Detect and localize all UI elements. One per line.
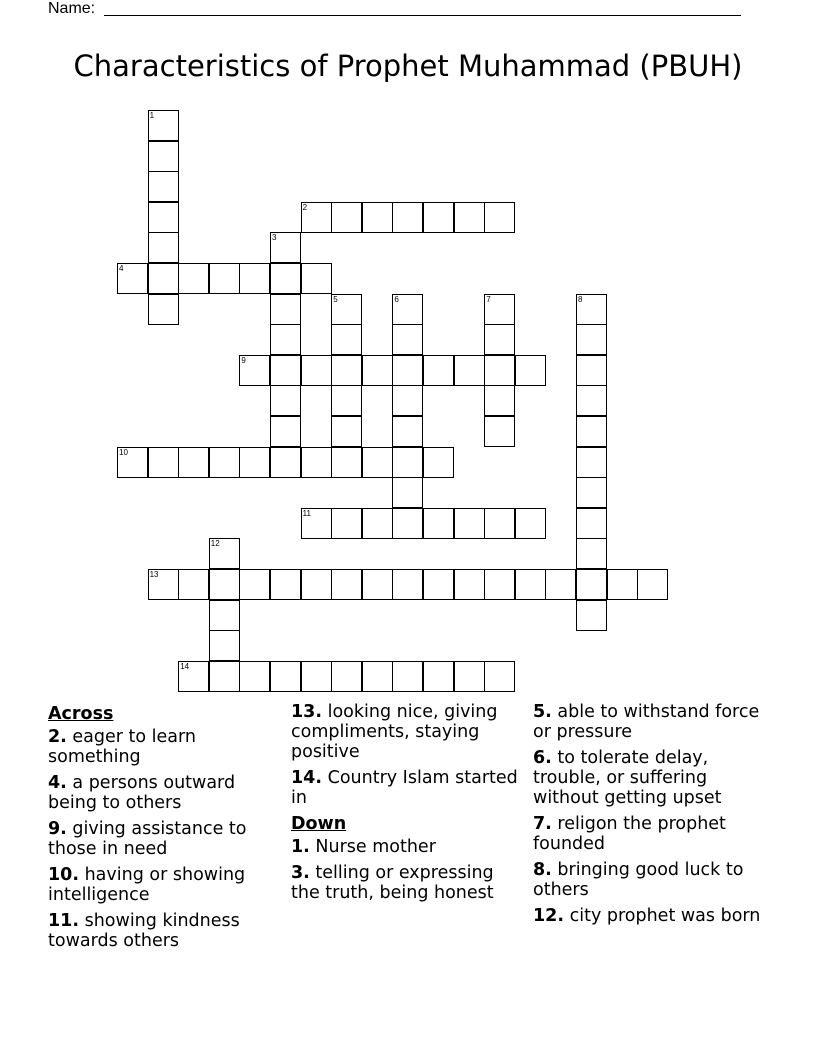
- grid-cell[interactable]: [301, 508, 332, 539]
- grid-cell[interactable]: [362, 447, 393, 478]
- cell-number: 3: [272, 233, 277, 243]
- clues-column-1: [48, 702, 278, 957]
- grid-cell[interactable]: [331, 508, 362, 539]
- grid-cell[interactable]: [392, 508, 423, 539]
- grid-cell[interactable]: [301, 202, 332, 233]
- grid-cell[interactable]: [454, 661, 485, 692]
- grid-cell[interactable]: [454, 508, 485, 539]
- grid-cell[interactable]: [423, 447, 454, 478]
- grid-cell[interactable]: [301, 263, 332, 294]
- grid-cell[interactable]: [148, 141, 179, 172]
- grid-cell[interactable]: [392, 447, 423, 478]
- grid-cell[interactable]: [484, 416, 515, 447]
- grid-cell[interactable]: [178, 447, 209, 478]
- grid-cell[interactable]: [392, 569, 423, 600]
- grid-cell[interactable]: [270, 416, 301, 447]
- cell-number: 7: [486, 294, 491, 304]
- grid-cell[interactable]: [148, 232, 179, 263]
- grid-cell[interactable]: [454, 569, 485, 600]
- grid-cell[interactable]: [392, 355, 423, 386]
- grid-cell[interactable]: [576, 355, 607, 386]
- grid-cell[interactable]: [331, 661, 362, 692]
- clue-text: religon the prophet founded: [533, 814, 726, 854]
- clue-text: city prophet was born: [569, 906, 761, 926]
- grid-cell[interactable]: [331, 385, 362, 416]
- grid-cell[interactable]: [515, 355, 546, 386]
- cell-number: 8: [578, 294, 583, 304]
- grid-cell[interactable]: [239, 355, 270, 386]
- grid-cell[interactable]: [362, 569, 393, 600]
- clue-text: a persons outward being to others: [48, 773, 236, 813]
- cell-number: 1: [149, 111, 155, 120]
- clue-number: 1.: [291, 837, 310, 857]
- clue-down-8: [533, 860, 763, 900]
- clue-text: showing kindness towards others: [48, 911, 240, 951]
- grid-cell[interactable]: [484, 324, 515, 355]
- grid-cell[interactable]: [576, 447, 607, 478]
- grid-cell[interactable]: [362, 508, 393, 539]
- grid-cell[interactable]: [576, 538, 607, 569]
- grid-cell[interactable]: [117, 447, 148, 478]
- clue-text: bringing good luck to others: [533, 860, 744, 900]
- grid-cell[interactable]: [515, 569, 546, 600]
- clue-across-4: [48, 773, 278, 813]
- grid-cell[interactable]: [178, 661, 209, 692]
- grid-cell[interactable]: [178, 263, 209, 294]
- clue-number: 11.: [48, 911, 80, 931]
- grid-cell[interactable]: [576, 385, 607, 416]
- clue-number: 10.: [48, 865, 80, 885]
- cell-number: 10: [119, 447, 128, 457]
- grid-cell[interactable]: [545, 569, 576, 600]
- cell-number: 13: [149, 570, 159, 579]
- grid-cell[interactable]: [423, 569, 454, 600]
- cell-number: 9: [241, 355, 246, 365]
- grid-cell[interactable]: [148, 171, 179, 202]
- grid-cell[interactable]: [392, 661, 423, 692]
- grid-cell[interactable]: [576, 508, 607, 539]
- grid-cell[interactable]: [209, 661, 240, 692]
- grid-cell[interactable]: [576, 600, 607, 631]
- grid-cell[interactable]: [209, 538, 240, 569]
- clue-number: 6.: [533, 748, 552, 768]
- clue-down-7: [533, 814, 763, 854]
- clue-across-9: [48, 819, 278, 859]
- grid-cell[interactable]: [576, 569, 607, 600]
- grid-cell[interactable]: [270, 232, 301, 263]
- cell-number: 6: [394, 294, 399, 304]
- grid-cell[interactable]: [148, 263, 179, 294]
- grid-cell[interactable]: [331, 324, 362, 355]
- grid-cell[interactable]: [270, 661, 301, 692]
- clue-down-5: [533, 702, 763, 742]
- grid-cell[interactable]: [239, 661, 270, 692]
- grid-cell[interactable]: [392, 202, 423, 233]
- grid-cell[interactable]: [484, 661, 515, 692]
- grid-cell[interactable]: [392, 477, 423, 508]
- grid-cell[interactable]: [209, 263, 240, 294]
- grid-cell[interactable]: [148, 447, 179, 478]
- grid-cell[interactable]: [484, 569, 515, 600]
- grid-cell[interactable]: [362, 661, 393, 692]
- grid-cell[interactable]: [484, 294, 515, 325]
- grid-cell[interactable]: [331, 294, 362, 325]
- clue-number: 12.: [533, 906, 565, 926]
- page-title: Characteristics of Prophet Muhammad (PBUH): [73, 49, 743, 83]
- grid-cell[interactable]: [270, 263, 301, 294]
- across-heading: Across: [48, 704, 114, 724]
- grid-cell[interactable]: [576, 324, 607, 355]
- grid-cell[interactable]: [148, 202, 179, 233]
- clue-down-1: [291, 837, 521, 857]
- clue-number: 7.: [533, 814, 552, 834]
- grid-cell[interactable]: [301, 447, 332, 478]
- clue-text: telling or expressing the truth, being honest: [291, 863, 494, 903]
- clue-across-13: [291, 702, 521, 762]
- clue-number: 3.: [291, 863, 310, 883]
- grid-cell[interactable]: [454, 202, 485, 233]
- grid-cell[interactable]: [270, 569, 301, 600]
- grid-cell[interactable]: [331, 355, 362, 386]
- grid-cell[interactable]: [423, 661, 454, 692]
- clue-across-14: [291, 768, 521, 808]
- grid-cell[interactable]: [576, 416, 607, 447]
- clue-text: able to withstand force or pressure: [533, 702, 760, 742]
- grid-cell[interactable]: [392, 385, 423, 416]
- clue-number: 5.: [533, 702, 552, 722]
- clue-text: eager to learn something: [48, 727, 196, 767]
- grid-cell[interactable]: [607, 569, 638, 600]
- grid-cell[interactable]: [270, 447, 301, 478]
- grid-cell[interactable]: [576, 477, 607, 508]
- grid-cell[interactable]: [576, 294, 607, 325]
- cell-number: 12: [210, 539, 220, 549]
- cell-number: 11: [302, 508, 311, 518]
- grid-cell[interactable]: [270, 324, 301, 355]
- clue-across-2: [48, 727, 278, 767]
- grid-cell[interactable]: [484, 355, 515, 386]
- clue-down-3: [291, 863, 521, 903]
- grid-cell[interactable]: [239, 447, 270, 478]
- grid-cell[interactable]: [515, 508, 546, 539]
- grid-cell[interactable]: [301, 661, 332, 692]
- cell-number: 5: [333, 294, 338, 304]
- clues-column-3: [533, 702, 763, 932]
- grid-cell[interactable]: [423, 202, 454, 233]
- grid-cell[interactable]: [148, 294, 179, 325]
- clue-number: 4.: [48, 773, 67, 793]
- grid-cell[interactable]: [362, 202, 393, 233]
- clue-down-6: [533, 748, 763, 808]
- grid-cell[interactable]: [423, 508, 454, 539]
- clue-number: 8.: [533, 860, 552, 880]
- clue-text: Nurse mother: [315, 837, 436, 857]
- cell-number: 14: [180, 661, 190, 671]
- grid-cell[interactable]: [331, 416, 362, 447]
- grid-cell[interactable]: [270, 355, 301, 386]
- grid-cell[interactable]: [270, 385, 301, 416]
- grid-cell[interactable]: [209, 600, 240, 631]
- clues-column-2: [291, 702, 521, 909]
- cell-number: 4: [119, 264, 124, 273]
- grid-cell[interactable]: [209, 630, 240, 661]
- grid-cell[interactable]: [148, 110, 179, 141]
- grid-cell[interactable]: [209, 569, 240, 600]
- grid-cell[interactable]: [484, 202, 515, 233]
- grid-cell[interactable]: [637, 569, 668, 600]
- clue-across-11: [48, 911, 278, 951]
- grid-cell[interactable]: [239, 569, 270, 600]
- name-label: Name:: [48, 0, 96, 17]
- grid-cell[interactable]: [392, 416, 423, 447]
- grid-cell[interactable]: [484, 508, 515, 539]
- grid-cell[interactable]: [423, 355, 454, 386]
- grid-cell[interactable]: [209, 447, 240, 478]
- grid-cell[interactable]: [484, 385, 515, 416]
- clue-across-10: [48, 865, 278, 905]
- cell-number: 2: [302, 202, 308, 212]
- clue-number: 14.: [291, 768, 323, 788]
- grid-cell[interactable]: [392, 294, 423, 325]
- grid-cell[interactable]: [270, 294, 301, 325]
- grid-cell[interactable]: [331, 447, 362, 478]
- clue-text: Country Islam started in: [291, 768, 518, 808]
- clue-number: 9.: [48, 819, 67, 839]
- clue-text: looking nice, giving compliments, staying positive: [291, 702, 498, 762]
- clue-number: 2.: [48, 727, 67, 747]
- grid-cell[interactable]: [301, 355, 332, 386]
- clue-down-12: [533, 906, 763, 926]
- grid-cell[interactable]: [454, 355, 485, 386]
- clue-number: 13.: [291, 702, 323, 722]
- grid-cell[interactable]: [178, 569, 209, 600]
- clue-text: having or showing intelligence: [48, 865, 246, 905]
- grid-cell[interactable]: [301, 569, 332, 600]
- grid-cell[interactable]: [331, 569, 362, 600]
- clue-text: giving assistance to those in need: [48, 819, 247, 859]
- clue-text: to tolerate delay, trouble, or suffering without getting upset: [533, 748, 722, 808]
- grid-cell[interactable]: [331, 202, 362, 233]
- down-heading: Down: [291, 814, 347, 834]
- grid-cell[interactable]: [239, 263, 270, 294]
- grid-cell[interactable]: [117, 263, 148, 294]
- grid-cell[interactable]: [148, 569, 179, 600]
- grid-cell[interactable]: [362, 355, 393, 386]
- grid-cell[interactable]: [392, 324, 423, 355]
